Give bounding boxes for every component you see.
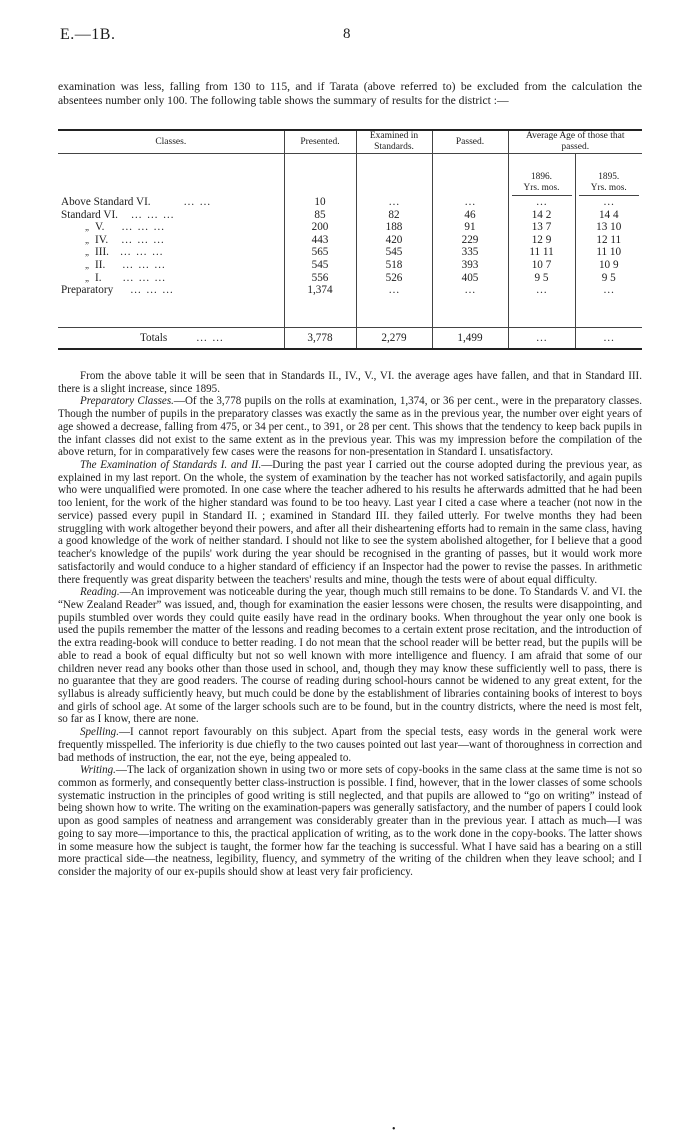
passed-value: 405 — [432, 272, 508, 285]
class-name: I. — [95, 271, 102, 284]
presented-value: 200 — [284, 221, 356, 234]
ditto-mark: „ — [85, 247, 89, 258]
passed-value: 393 — [432, 259, 508, 272]
presented-value: 556 — [284, 272, 356, 285]
examined-value: 518 — [356, 259, 432, 272]
units-1895: Yrs. mos. — [579, 183, 640, 196]
examined-value: 82 — [356, 209, 432, 222]
totals-row — [58, 327, 642, 349]
totals-age-1895: … — [575, 327, 642, 349]
class-name: IV. — [95, 233, 109, 246]
leader-dots: … … … — [122, 258, 167, 271]
presented-value: 1,374 — [284, 284, 356, 327]
age-1895-value: 12 11 — [575, 234, 642, 247]
paragraph-heading: Preparatory Classes. — [80, 395, 174, 408]
age-1895-value: 14 4 — [575, 209, 642, 222]
col-passed: Passed. — [432, 130, 508, 154]
examined-value: 420 — [356, 234, 432, 247]
footer-mark: • — [392, 1124, 396, 1135]
col-presented: Presented. — [284, 130, 356, 154]
examined-value: … — [356, 196, 432, 209]
age-1896-value: 11 11 — [508, 246, 575, 259]
table-row — [58, 234, 642, 247]
presented-value: 545 — [284, 259, 356, 272]
passed-value: … — [432, 284, 508, 327]
page-number: 8 — [343, 26, 351, 42]
paragraph-writing — [58, 764, 642, 878]
leader-dots: … … — [195, 331, 225, 344]
passed-value: 91 — [432, 221, 508, 234]
age-1895-value: 13 10 — [575, 221, 642, 234]
class-name: Preparatory — [61, 284, 114, 297]
leader-dots: … … … — [122, 271, 167, 284]
age-1895-value: … — [575, 284, 642, 327]
age-1896-value: 12 9 — [508, 234, 575, 247]
age-1895-value: 11 10 — [575, 246, 642, 259]
presented-value: 443 — [284, 234, 356, 247]
age-1896-value: 9 5 — [508, 272, 575, 285]
year-1896-cell — [508, 154, 575, 197]
leader-dots: … … … — [119, 246, 164, 259]
examined-value: 545 — [356, 246, 432, 259]
totals-age-1896: … — [508, 327, 575, 349]
paragraph-heading: Writing. — [80, 764, 116, 777]
leader-dots: … … — [183, 196, 212, 208]
totals-passed: 1,499 — [432, 327, 508, 349]
ditto-mark: „ — [85, 222, 89, 233]
paragraph-text: —During the past year I carried out the course adopted during the previous year, as explained in my last report. On the whole, the system of examination by the teacher has not worked satisfactorily, and again pupils who were unqualified were promoted. In one case where the teacher adhered to his results he afterwards admitted that he had been too lenient, for the work of the higher standard was found to be too heavy. Last year I cited a case where a teacher (not now in the service) passed every pupil in Standard II. ; examined in Standard III. they failed utterly. For twelve months they had been struggling with work altogether beyond their powers, and after all their disheartening efforts had to remain in the same class, having a good knowledge of the work of neither standard. I should not like to see the system abolished altogether, for I believe that a good teacher's knowledge of the pupils' work during the year should be recognised in the granting of passes, but it would work more satisfactorily and would conduce to a higher standard of efficiency if an Inspector had the power to revise the passes. In arithmetic there frequently was great disparity between the teachers' results and mine, though the tests were of about equal difficulty. — [58, 459, 643, 586]
paragraph-age-summary — [58, 370, 642, 395]
paragraph-heading: Reading. — [80, 586, 120, 599]
age-1896-value: 14 2 — [508, 209, 575, 222]
paragraph-text: —Of the 3,778 pupils on the rolls at examination, 1,374, or 36 per cent., were in the preparatory classes. Though the number of pupils in the preparatory classes was exactly the same as in the previous year, the number over eight years of age showed a decrease, falling from 475, or 34 per cent., to 391, or 28 per cent. This shows that the tendency to keep back pupils in the infant classes did not exist to the same extent as in the previous year. This was my impression before the compilation of the above return, for in comparatively few cases were the reasons for non-presentation in Standard I. unsatisfactory. — [58, 395, 642, 459]
age-1895-value: … — [575, 196, 642, 209]
year-1895-cell — [575, 154, 642, 197]
table-row — [58, 196, 642, 209]
totals-examined: 2,279 — [356, 327, 432, 349]
age-1896-value: 10 7 — [508, 259, 575, 272]
year-subheader-row — [58, 154, 642, 197]
class-name: II. — [95, 258, 106, 271]
age-1896-value: … — [508, 196, 575, 209]
year-1896: 1896. — [531, 172, 552, 182]
table-row — [58, 246, 642, 259]
table-row — [58, 209, 642, 222]
paragraph-spelling — [58, 726, 642, 764]
examined-value: 526 — [356, 272, 432, 285]
results-summary-table — [58, 129, 642, 350]
totals-presented: 3,778 — [284, 327, 356, 349]
leader-dots: … … … — [129, 284, 175, 297]
passed-value: 46 — [432, 209, 508, 222]
intro-text: examination was less, falling from 130 to 115, and if Tarata (above referred to) be excluded from the calculation the absentees number only 100. The following table shows the summary of results for the district :— — [58, 80, 642, 107]
age-1895-value: 10 9 — [575, 259, 642, 272]
paragraph-text: —I cannot report favourably on this subject. Apart from the special tests, easy words in the general work were frequently misspelled. The inferiority is due chiefly to the two causes pointed out last year—want of thoroughness in correction and bad methods of instruction, the ear, not the eye, being appealed to. — [58, 726, 642, 764]
col-average-age: Average Age of those that passed. — [508, 130, 642, 154]
header-code: E.—1B. — [60, 26, 116, 43]
paragraph-heading: The Examination of Standards I. and II. — [80, 459, 262, 472]
paragraph-text: —An improvement was noticeable during the year, though much still remains to be done. To Standards V. and VI. the “New Zealand Reader” was issued, and, though for examination the easier lessons were chosen, the results were disappointing, and pupils stumbled over words they could quite easily have read in the ordinary books. When throughout the year only one book is used the pupils remember the matter of the lessons and reading becomes to a certain extent prose recitation, and the introduction of the extra reading-book will conduce to better reading. I do not mean that the school reader will be better read, but the pupils will be able to read a book of equal difficulty but not so well known with more intelligence and fluency. I am afraid that some of our children never read any books other than those used in school, and, though they may know these sufficiently well to pass, there is no guarantee that they are good readers. The course of reading during school-hours cannot be widened to any great extent, for the syllabus is already sufficiently heavy, but much could be done by the establishment of libraries containing books of interest to boys and girls of school age. At some of the larger schools such are to be found, but in the country districts, where the need is most felt, so far as I know, there are none. — [58, 586, 642, 726]
leader-dots: … … … — [121, 221, 166, 234]
col-examined: Examined in Standards. — [356, 130, 432, 154]
totals-label: Totals — [140, 331, 168, 344]
class-name: Standard VI. — [61, 208, 118, 221]
ditto-mark: „ — [85, 234, 89, 245]
paragraph-text: —The lack of organization shown in using two or more sets of copy-books in the same class at the same time is not so common as formerly, and consequently better class-instruction is possible. I find, however, that in the lower classes of some schools systematic instruction in the principles of good writing is still neglected, and that pupils are allowed to “go on writing” instead of being shown how to write. The writing on the examination-papers was generally satisfactory, and the number of papers I could look upon as good samples of neatness and arrangement was considerably greater than in the previous year. I attach as much—I was going to say more—importance to this, the practical application of writing, as to the work done in the copy-books. The latter shows in some measure how the subject is taught, the former how far the teaching is successful. What I have said has a bearing on a still more practical side—the neatness, legibility, fluency, and symmetry of the writing of the children when they leave school; and I consider the majority of our ex-pupils should show at least very fair proficiency. — [58, 764, 642, 879]
passed-value: 229 — [432, 234, 508, 247]
year-1895: 1895. — [598, 172, 620, 182]
presented-value: 10 — [284, 196, 356, 209]
units-1896: Yrs. mos. — [512, 183, 572, 196]
intro-paragraph — [58, 80, 642, 108]
paragraph-examination-standards — [58, 459, 642, 586]
passed-value: 335 — [432, 246, 508, 259]
table-row — [58, 259, 642, 272]
presented-value: 565 — [284, 246, 356, 259]
col-classes: Classes. — [58, 130, 284, 154]
presented-value: 85 — [284, 209, 356, 222]
table-row — [58, 284, 642, 327]
age-1896-value: 13 7 — [508, 221, 575, 234]
paragraph-heading: Spelling. — [80, 726, 119, 739]
table-row — [58, 221, 642, 234]
leader-dots: … … … — [120, 233, 166, 246]
ditto-mark: „ — [85, 272, 89, 283]
class-name: III. — [95, 246, 109, 259]
passed-value: … — [432, 196, 508, 209]
table-row — [58, 272, 642, 285]
paragraph-text: From the above table it will be seen that in Standards II., IV., V., VI. the average ages have fallen, and that in Standard III. there is a slight increase, since 1895. — [58, 370, 642, 395]
ditto-mark: „ — [85, 259, 89, 270]
examined-value: 188 — [356, 221, 432, 234]
paragraph-preparatory-classes — [58, 395, 642, 459]
age-1895-value: 9 5 — [575, 272, 642, 285]
table-header-row — [58, 130, 642, 154]
paragraph-reading — [58, 586, 642, 726]
report-body — [58, 370, 642, 879]
class-name: Above Standard VI. — [61, 196, 151, 208]
examined-value: … — [356, 284, 432, 327]
age-1896-value: … — [508, 284, 575, 327]
class-name: V. — [95, 221, 105, 234]
leader-dots: … … … — [130, 208, 175, 221]
